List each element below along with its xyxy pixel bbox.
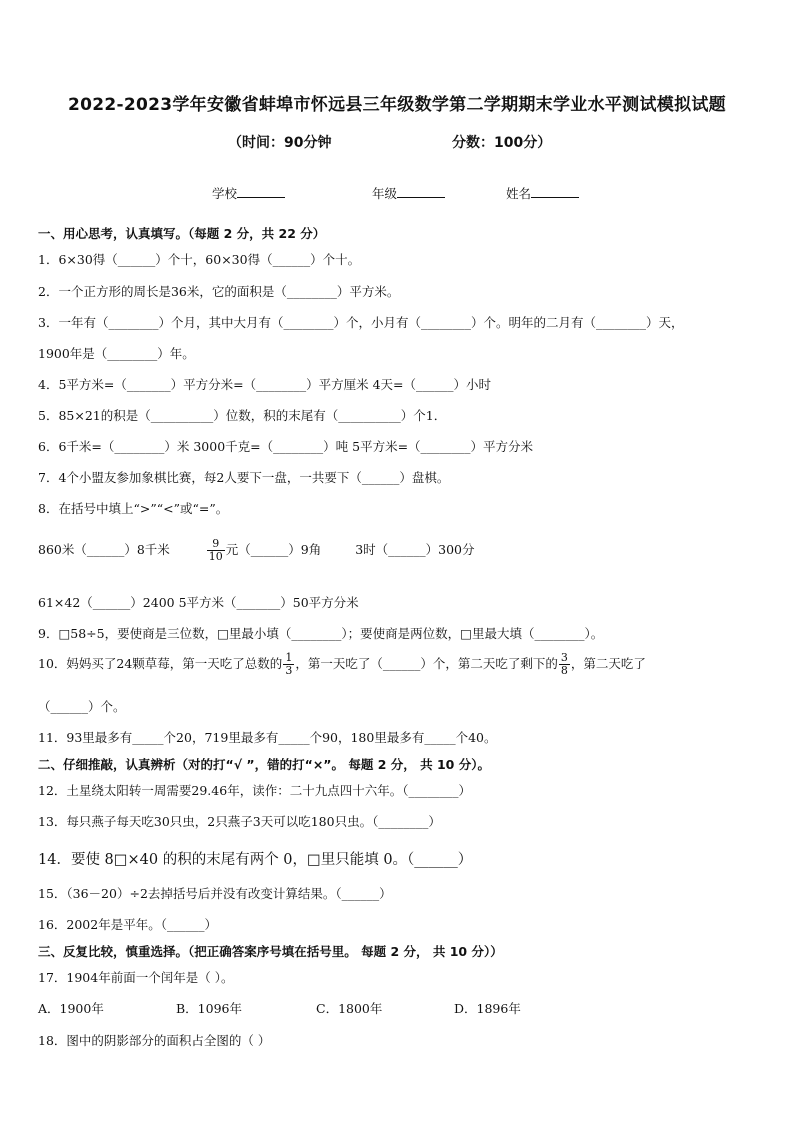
question-9: 9．□58÷5，要使商是三位数，□里最小填（________）；要使商是两位数，□里最大填（________）。 [38,626,604,641]
question-3-line-1: 3．一年有（________）个月，其中大月有（________）个，小月有（________）个。明年的二月有（________）天， [38,315,684,330]
section-2-heading: 二、仔细推敲，认真辨析（对的打“√ ”，错的打“×”。 每题 2 分， 共 10 分）。 [38,757,490,772]
q17-option-c[interactable]: C．1800年 [316,1001,383,1016]
question-8: 8．在括号中填上“>”“<”或“=”。 [38,501,229,516]
question-2: 2．一个正方形的周长是36米，它的面积是（________）平方米。 [38,284,400,299]
fraction-one-third: $\frac{1}{3}$ [285,651,293,677]
question-16: 16．2002年是平年。（______） [38,917,217,932]
question-18: 18．图中的阴影部分的面积占全图的（ ） [38,1033,271,1048]
q8-item-3: 3时（______）300分 [355,542,475,557]
q8-item-2: 元（______）9角 [225,542,322,557]
q8-item-1: 860米（______）8千米 [38,542,170,557]
question-5: 5．85×21的积是（__________）位数，积的末尾有（__________）个1． [38,408,447,423]
page-title: 2022-2023学年安徽省蚌埠市怀远县三年级数学第二学期期末学业水平测试模拟试题 [68,95,726,115]
question-12: 12．土星绕太阳转一周需要29.46年，读作：二十九点四十六年。（________） [38,783,471,798]
question-1: 1．6×30得（______）个十，60×30得（______）个十。 [38,252,361,267]
question-13: 13．每只燕子每天吃30只虫，2只燕子3天可以吃180只虫。（________） [38,814,441,829]
q17-option-d[interactable]: D．1896年 [454,1001,521,1016]
question-8-row-2: 61×42（______）2400 5平方米（_______）50平方分米 [38,595,359,610]
question-11: 11．93里最多有_____个20，719里最多有_____个90，180里最多有_____个40。 [38,730,497,745]
name-blank[interactable] [531,187,579,198]
fraction-nine-tenths: $\frac{9}{10}$ [208,537,223,563]
question-8-row-1 [38,538,475,563]
question-17: 17．1904年前面一个闰年是（ ）。 [38,970,234,985]
school-field[interactable]: 学校 [212,184,285,202]
question-3-line-2: 1900年是（________）年。 [38,346,195,361]
question-7: 7．4个小盟友参加象棋比赛，每2人要下一盘，一共要下（______）盘棋。 [38,470,450,485]
question-10-line-2: （______）个。 [38,699,126,714]
section-3-heading: 三、反复比较，慎重选择。（把正确答案序号填在括号里。 每题 2 分， 共 10 分）） [38,944,503,959]
question-6: 6．6千米=（________）米 3000千克=（________）吨 5平方米=（________）平方分米 [38,439,534,454]
school-blank[interactable] [237,187,285,198]
fraction-three-eighths: $\frac{3}{8}$ [560,651,568,677]
exam-score: 分数：100分） [452,135,552,151]
name-field[interactable]: 姓名 [506,184,579,202]
exam-time: （时间：90分钟 [228,135,332,151]
question-15: 15．（36－20）÷2去掉括号后并没有改变计算结果。（______） [38,886,392,901]
question-10-line-1: 10．妈妈买了24颗草莓，第一天吃了总数的 $\frac{1}{3}$ ，第一天吃了（______）个，第二天吃了剩下的 $\frac{3}{8}$ ，第二天吃了 [38,651,646,677]
q17-option-a[interactable]: A．1900年 [38,1001,104,1016]
grade-field[interactable]: 年级 [372,184,445,202]
question-14: 14．要使 8□×40 的积的末尾有两个 0，□里只能填 0。（______） [38,852,473,868]
section-1-heading: 一、用心思考，认真填写。（每题 2 分，共 22 分） [38,226,326,241]
question-4: 4．5平方米=（_______）平方分米=（________）平方厘米 4天=（______）小时 [38,377,492,392]
grade-blank[interactable] [397,187,445,198]
q17-option-b[interactable]: B．1096年 [176,1001,242,1016]
